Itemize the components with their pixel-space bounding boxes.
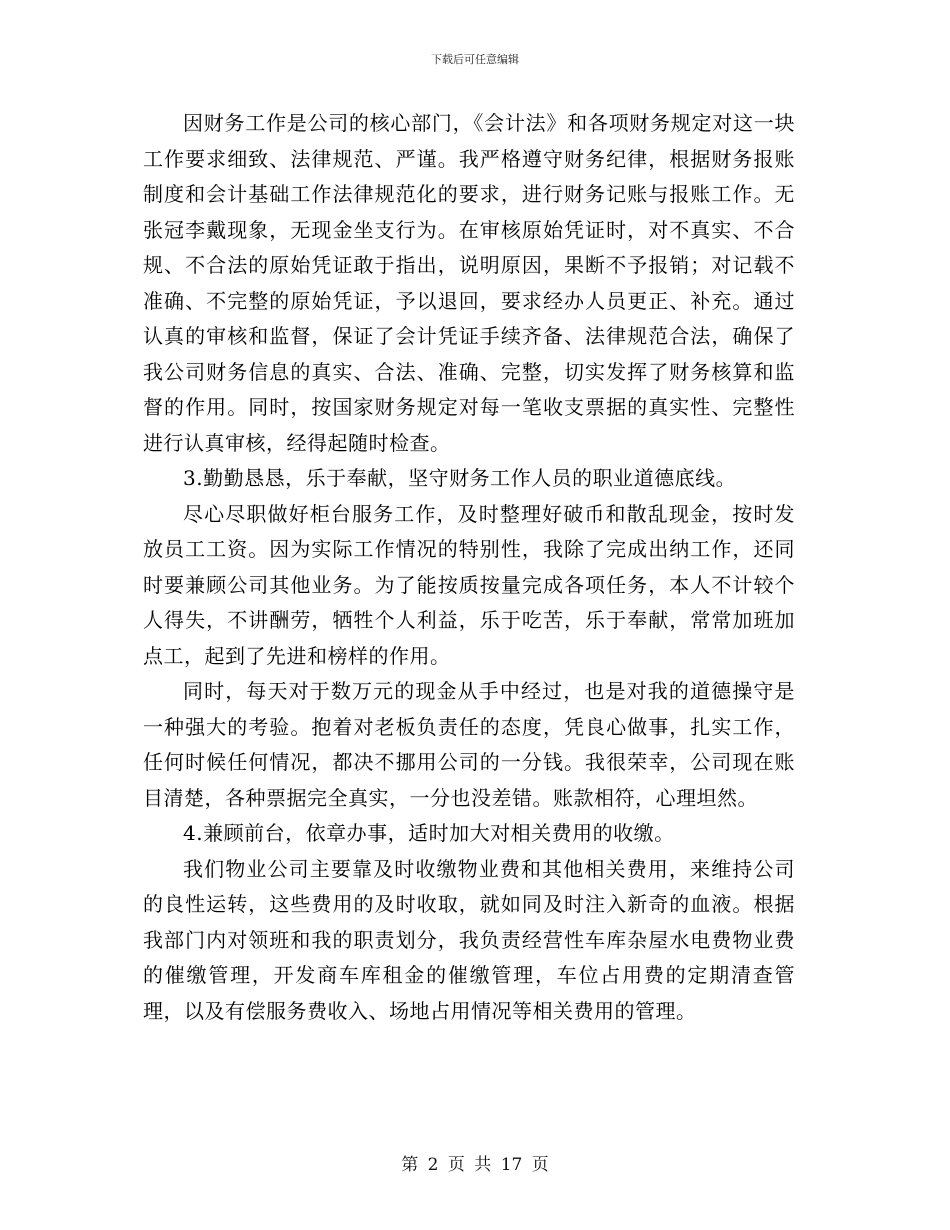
paragraph-fee-collection: 我们物业公司主要靠及时收缴物业费和其他相关费用，来维持公司的良性运转，这些费用的及时收取，就如同及时注入新奇的血液。根据我部门内对领班和我的职责划分，我负责经营性车库杂屋水电费物业费的催缴管理，开发商车库租金的催缴管理，车位占用费的定期清查管理，以及有偿服务费收入、场地占用情况等相关费用的管理。 <box>143 856 795 1023</box>
paragraph-audit: 因财务工作是公司的核心部门，《会计法》和各项财务规定对这一块工作要求细致、法律规范、严谨。我严格遵守财务纪律，根据财务报账制度和会计基础工作法律规范化的要求，进行财务记账与报账工作。无张冠李戴现象，无现金坐支行为。在审核原始凭证时，对不真实、不合规、不合法的原始凭证敢于指出，说明原因，果断不予报销；对记载不准确、不完整的原始凭证，予以退回，要求经办人员更正、补充。通过认真的审核和监督，保证了会计凭证手续齐备、法律规范合法，确保了我公司财务信息的真实、合法、准确、完整，切实发挥了财务核算和监督的作用。同时，按国家财务规定对每一笔收支票据的真实性、完整性进行认真审核，经得起随时检查。 <box>143 111 795 455</box>
page-number-footer: 第 2 页 共 17 页 <box>401 1155 549 1175</box>
paragraph-ethics: 同时，每天对于数万元的现金从手中经过，也是对我的道德操守是一种强大的考验。抱着对老板负责任的态度，凭良心做事，扎实工作，任何时候任何情况，都决不挪用公司的一分钱。我很荣幸，公司现在账目清楚，各种票据完全真实，一分也没差错。账款相符，心理坦然。 <box>143 679 795 810</box>
section-heading-3: 3.勤勤恳恳，乐于奉献，坚守财务工作人员的职业道德底线。 <box>183 466 737 490</box>
paragraph-counter-service: 尽心尽职做好柜台服务工作，及时整理好破币和散乱现金，按时发放员工工资。因为实际工作情况的特别性，我除了完成出纳工作，还同时要兼顾公司其他业务。为了能按质按量完成各项任务，本人不计较个人得失，不讲酬劳，牺牲个人利益，乐于吃苦，乐于奉献，常常加班加点工，起到了先进和榜样的作用。 <box>143 501 795 668</box>
page-header: 下载后可任意编辑 <box>431 53 519 66</box>
section-heading-4: 4.兼顾前台，依章办事，适时加大对相关费用的收缴。 <box>183 821 675 845</box>
document-body <box>143 106 795 1029</box>
